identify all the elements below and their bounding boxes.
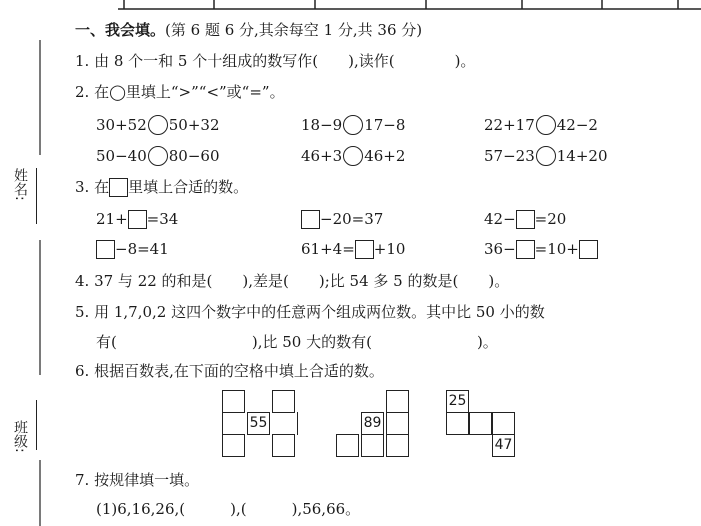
hundred-chart-figure-3 — [446, 390, 521, 460]
grid-cell[interactable] — [446, 412, 469, 435]
name-blank[interactable] — [36, 168, 37, 224]
grid-cell[interactable] — [222, 434, 245, 457]
question-6: 6. 根据百数表,在下面的空格中填上合适的数。 — [75, 362, 384, 380]
hundred-chart-figure-1 — [222, 390, 297, 460]
compare-circle[interactable] — [343, 146, 363, 166]
compare-circle[interactable] — [343, 115, 363, 135]
compare-item: 18−9 17−8 — [301, 116, 406, 134]
top-table-remnant — [118, 0, 701, 10]
class-blank[interactable] — [36, 400, 37, 450]
compare-item: 57−23 14+20 — [484, 147, 608, 165]
fill-item: 21+ =34 — [96, 210, 179, 228]
grid-cell[interactable] — [272, 390, 295, 413]
question-7-part-1: (1)6,16,26,( ),( ),56,66。 — [96, 500, 361, 518]
answer-box-icon — [109, 178, 128, 197]
compare-item: 46+3 46+2 — [301, 147, 406, 165]
hundred-chart-figure-2 — [336, 390, 416, 460]
grid-cell[interactable] — [272, 434, 295, 457]
grid-cell[interactable] — [386, 390, 409, 413]
class-label: 班级: — [12, 420, 28, 453]
question-5-line-1: 5. 用 1,7,0,2 这四个数字中的任意两个组成两位数。其中比 50 小的数 — [75, 303, 545, 321]
compare-circle[interactable] — [148, 115, 168, 135]
grid-cell[interactable] — [469, 412, 492, 435]
name-label: 姓名: — [12, 168, 28, 201]
compare-circle[interactable] — [536, 115, 556, 135]
fill-item: 61+4= +10 — [301, 240, 406, 258]
question-5-line-2: 有( ),比 50 大的数有( )。 — [96, 333, 498, 351]
grid-cell[interactable] — [492, 412, 515, 435]
compare-item: 30+52 50+32 — [96, 116, 220, 134]
grid-cell[interactable] — [336, 434, 359, 457]
question-4: 4. 37 与 22 的和是( ),差是( );比 54 多 5 的数是( )。 — [75, 272, 510, 290]
fill-item: 36− =10+ — [484, 240, 598, 259]
question-1: 1. 由 8 个一和 5 个十组成的数写作( ),读作( )。 — [75, 52, 476, 70]
grid-cell[interactable] — [386, 434, 409, 457]
section-heading: 一、我会填。(第 6 题 6 分,其余每空 1 分,共 36 分) — [75, 21, 423, 39]
fill-item: −20=37 — [301, 210, 383, 229]
fill-item: 42− =20 — [484, 210, 567, 228]
compare-circle[interactable] — [148, 146, 168, 166]
binding-margin — [0, 0, 60, 526]
answer-box[interactable] — [301, 210, 320, 229]
compare-item: 22+17 42−2 — [484, 116, 598, 134]
given-cell: 47 — [492, 434, 515, 457]
question-7: 7. 按规律填一填。 — [75, 471, 200, 489]
answer-box[interactable] — [355, 240, 374, 259]
compare-circle[interactable] — [536, 146, 556, 166]
answer-box[interactable] — [516, 210, 535, 229]
given-cell: 25 — [446, 390, 469, 413]
question-2: 2. 在◯里填上“>”“<”或“=”。 — [75, 83, 285, 101]
answer-box[interactable] — [128, 210, 147, 229]
grid-cell[interactable] — [386, 412, 409, 435]
answer-box[interactable] — [96, 240, 115, 259]
answer-box[interactable] — [579, 240, 598, 259]
given-cell: 55 — [247, 412, 270, 435]
given-cell: 89 — [361, 412, 384, 435]
compare-item: 50−40 80−60 — [96, 147, 220, 165]
grid-cell[interactable] — [361, 434, 384, 457]
question-3: 3. 在 里填上合适的数。 — [75, 178, 249, 196]
answer-box[interactable] — [516, 240, 535, 259]
fill-item: −8=41 — [96, 240, 169, 259]
grid-cell[interactable] — [222, 390, 245, 413]
